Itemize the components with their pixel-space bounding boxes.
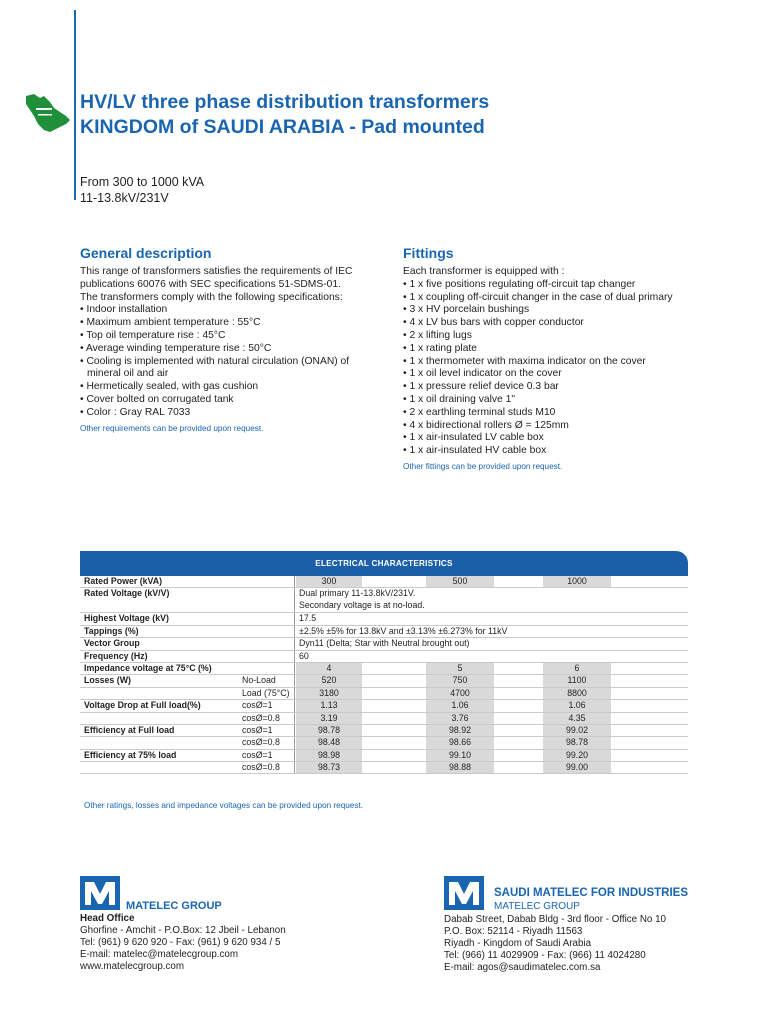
general-line: • Hermetically sealed, with gas cushion <box>80 381 259 393</box>
saudi-office-address <box>444 914 666 974</box>
row-sublabel: cosØ=0.8 <box>242 762 280 773</box>
electrical-characteristics-table <box>80 551 688 774</box>
table-row <box>80 613 688 625</box>
general-description-heading: General description <box>80 245 212 261</box>
company-name: SAUDI MATELEC FOR INDUSTRIES <box>494 887 689 899</box>
row-label: Impedance voltage at 75°C (%) <box>84 662 212 673</box>
general-line: • Color : Gray RAL 7033 <box>80 406 191 418</box>
fitting-line: • 2 x earthling terminal studs M10 <box>403 406 556 418</box>
matelec-logo-icon <box>444 876 484 910</box>
column-divider <box>294 700 295 711</box>
value-1000: 6 <box>543 663 611 674</box>
address-line: Tel: (966) 11 4029909 - Fax: (966) 11 4024280 <box>444 950 646 961</box>
fitting-line: • 1 x five positions regulating off-circuit tap changer <box>403 278 636 290</box>
general-line: • Cover bolted on corrugated tank <box>80 393 234 405</box>
address-line: Dabab Street, Dabab Bldg - 3rd floor - Office No 10 <box>444 914 666 925</box>
fitting-line: • 1 x air-insulated HV cable box <box>403 445 547 457</box>
address-line: Riyadh - Kingdom of Saudi Arabia <box>444 938 592 949</box>
general-note: Other requirements can be provided upon request. <box>80 423 264 433</box>
address-line: Head Office <box>80 913 135 924</box>
fitting-line: • 1 x air-insulated LV cable box <box>403 432 544 444</box>
row-label: Frequency (Hz) <box>84 650 148 661</box>
column-divider <box>294 613 295 624</box>
row-sublabel: cosØ=0.8 <box>242 737 280 748</box>
company-name: MATELEC GROUP <box>126 900 222 912</box>
value-300: 520 <box>296 675 362 686</box>
row-value: ±2.5% ±5% for 13.8kV and ±3.13% ±6.273% for 11kV <box>299 625 508 636</box>
general-description-body <box>80 266 380 435</box>
value-500: 4700 <box>426 688 494 699</box>
website-link[interactable]: www.matelecgroup.com <box>80 961 184 972</box>
value-1000: 4.35 <box>543 713 611 724</box>
value-500: 99.10 <box>426 750 494 761</box>
value-1000: 99.00 <box>543 762 611 773</box>
column-divider <box>294 750 295 761</box>
fitting-line: • 1 x thermometer with maxima indicator on the cover <box>403 355 646 367</box>
row-label: Efficiency at Full load <box>84 724 175 735</box>
column-divider <box>294 725 295 736</box>
row-label: Highest Voltage (kV) <box>84 613 169 624</box>
general-line: • Average winding temperature rise : 50°C <box>80 342 272 354</box>
value-1000: 99.20 <box>543 750 611 761</box>
value-1000: 1.06 <box>543 700 611 711</box>
value-500: 5 <box>426 663 494 674</box>
row-sublabel: cosØ=1 <box>242 749 273 760</box>
fittings-body <box>403 266 703 474</box>
table-row <box>80 588 688 613</box>
fitting-line: • 3 x HV porcelain bushings <box>403 304 530 316</box>
table-row <box>80 737 688 749</box>
table-row <box>80 663 688 675</box>
value-500: 1.06 <box>426 700 494 711</box>
rating-range <box>80 174 204 206</box>
column-divider <box>294 737 295 748</box>
row-label: Rated Voltage (kV/V) <box>84 588 170 599</box>
value-1000: 98.78 <box>543 737 611 748</box>
table-row <box>80 626 688 638</box>
table-row <box>80 638 688 650</box>
row-label: Tappings (%) <box>84 625 139 636</box>
row-sublabel: cosØ=0.8 <box>242 712 280 723</box>
fitting-line: • 1 x oil draining valve 1" <box>403 393 516 405</box>
column-divider <box>294 688 295 699</box>
general-line: The transformers comply with the following specifications: <box>80 291 343 303</box>
general-line: This range of transformers satisfies the requirements of IEC <box>80 266 353 277</box>
head-office-address <box>80 913 286 973</box>
row-value: Dual primary 11-13.8kV/231V. <box>299 588 416 599</box>
fittings-note: Other fittings can be provided upon request. <box>403 461 563 471</box>
table-row <box>80 700 688 712</box>
table-row <box>80 725 688 737</box>
value-300: 4 <box>296 663 362 674</box>
address-line: Ghorfine - Amchit - P.O.Box: 12 Jbeil - Lebanon <box>80 925 286 936</box>
table-note: Other ratings, losses and impedance voltages can be provided upon request. <box>84 801 364 810</box>
value-1000: 8800 <box>543 688 611 699</box>
fitting-line: • 1 x coupling off-circuit changer in the case of dual primary <box>403 291 673 303</box>
column-divider <box>294 651 295 662</box>
row-sublabel: cosØ=1 <box>242 700 273 711</box>
value-500: 98.88 <box>426 762 494 773</box>
general-line: publications 60076 with SEC specifications 51-SDMS-01. <box>80 278 341 290</box>
row-sublabel: cosØ=1 <box>242 724 273 735</box>
page-title <box>80 90 489 140</box>
fitting-line: Each transformer is equipped with : <box>403 266 565 277</box>
value-500: 500 <box>426 576 494 587</box>
fitting-line: • 1 x rating plate <box>403 342 478 354</box>
value-300: 98.73 <box>296 762 362 773</box>
column-divider <box>294 663 295 674</box>
title-line-2: KINGDOM of SAUDI ARABIA - Pad mounted <box>80 116 485 138</box>
value-300: 98.48 <box>296 737 362 748</box>
value-300: 98.78 <box>296 725 362 736</box>
column-divider <box>294 638 295 649</box>
column-divider <box>294 576 295 587</box>
table-row <box>80 713 688 725</box>
value-1000: 1100 <box>543 675 611 686</box>
value-300: 98.98 <box>296 750 362 761</box>
value-500: 750 <box>426 675 494 686</box>
row-value: Secondary voltage is at no-load. <box>299 600 425 611</box>
row-value: 17.5 <box>299 613 317 624</box>
table-row <box>80 576 688 588</box>
title-line-1: HV/LV three phase distribution transformers <box>80 91 490 113</box>
row-label: Rated Power (kVA) <box>84 576 163 586</box>
column-divider <box>294 588 295 612</box>
saudi-arabia-flag-map-icon <box>20 92 72 136</box>
table-row <box>80 750 688 762</box>
row-label: Vector Group <box>84 638 140 649</box>
value-300: 1.13 <box>296 700 362 711</box>
power-range: From 300 to 1000 kVA <box>80 175 205 189</box>
group-name: MATELEC GROUP <box>494 901 580 912</box>
row-sublabel: Load (75°C) <box>242 687 290 698</box>
value-1000: 99.02 <box>543 725 611 736</box>
row-label: Voltage Drop at Full load(%) <box>84 700 201 711</box>
table-row <box>80 651 688 663</box>
row-label: Efficiency at 75% load <box>84 749 177 760</box>
matelec-logo-icon <box>80 876 120 910</box>
voltage-range: 11-13.8kV/231V <box>80 191 169 205</box>
table-header: ELECTRICAL CHARACTERISTICS <box>80 551 688 576</box>
row-value: 60 <box>299 650 309 661</box>
general-line: • Indoor installation <box>80 304 168 316</box>
fitting-line: • 4 x LV bus bars with copper conductor <box>403 317 584 329</box>
fitting-line: • 2 x lifting lugs <box>403 329 472 341</box>
value-500: 98.92 <box>426 725 494 736</box>
value-500: 98.66 <box>426 737 494 748</box>
row-value: Dyn11 (Delta; Star with Neutral brought out) <box>299 638 470 649</box>
column-divider <box>294 675 295 686</box>
fitting-line: • 1 x oil level indicator on the cover <box>403 368 562 380</box>
fitting-line: • 1 x pressure relief device 0.3 bar <box>403 381 559 393</box>
email-link[interactable]: E-mail: agos@saudimatelec.com.sa <box>444 962 601 973</box>
fitting-line: • 4 x bidirectional rollers Ø = 125mm <box>403 419 569 431</box>
accent-vertical-line <box>74 10 76 200</box>
address-line: Tel: (961) 9 620 920 - Fax: (961) 9 620 934 / 5 <box>80 937 281 948</box>
value-300: 300 <box>296 576 362 587</box>
value-300: 3180 <box>296 688 362 699</box>
value-500: 3.76 <box>426 713 494 724</box>
table-row <box>80 762 688 774</box>
row-sublabel: No-Load <box>242 675 276 686</box>
email-link[interactable]: E-mail: matelec@matelecgroup.com <box>80 949 239 960</box>
general-line: • Top oil temperature rise : 45°C <box>80 329 226 341</box>
value-1000: 1000 <box>543 576 611 587</box>
table-row <box>80 688 688 700</box>
column-divider <box>294 713 295 724</box>
general-line: • Maximum ambient temperature : 55°C <box>80 317 261 329</box>
general-line: mineral oil and air <box>87 368 169 380</box>
row-label: Losses (W) <box>84 675 131 686</box>
column-divider <box>294 762 295 773</box>
table-row <box>80 675 688 687</box>
general-line: • Cooling is implemented with natural circulation (ONAN) of <box>80 355 350 367</box>
column-divider <box>294 626 295 637</box>
address-line: P.O. Box: 52114 - Riyadh 11563 <box>444 926 583 937</box>
fittings-heading: Fittings <box>403 245 454 261</box>
value-300: 3.19 <box>296 713 362 724</box>
